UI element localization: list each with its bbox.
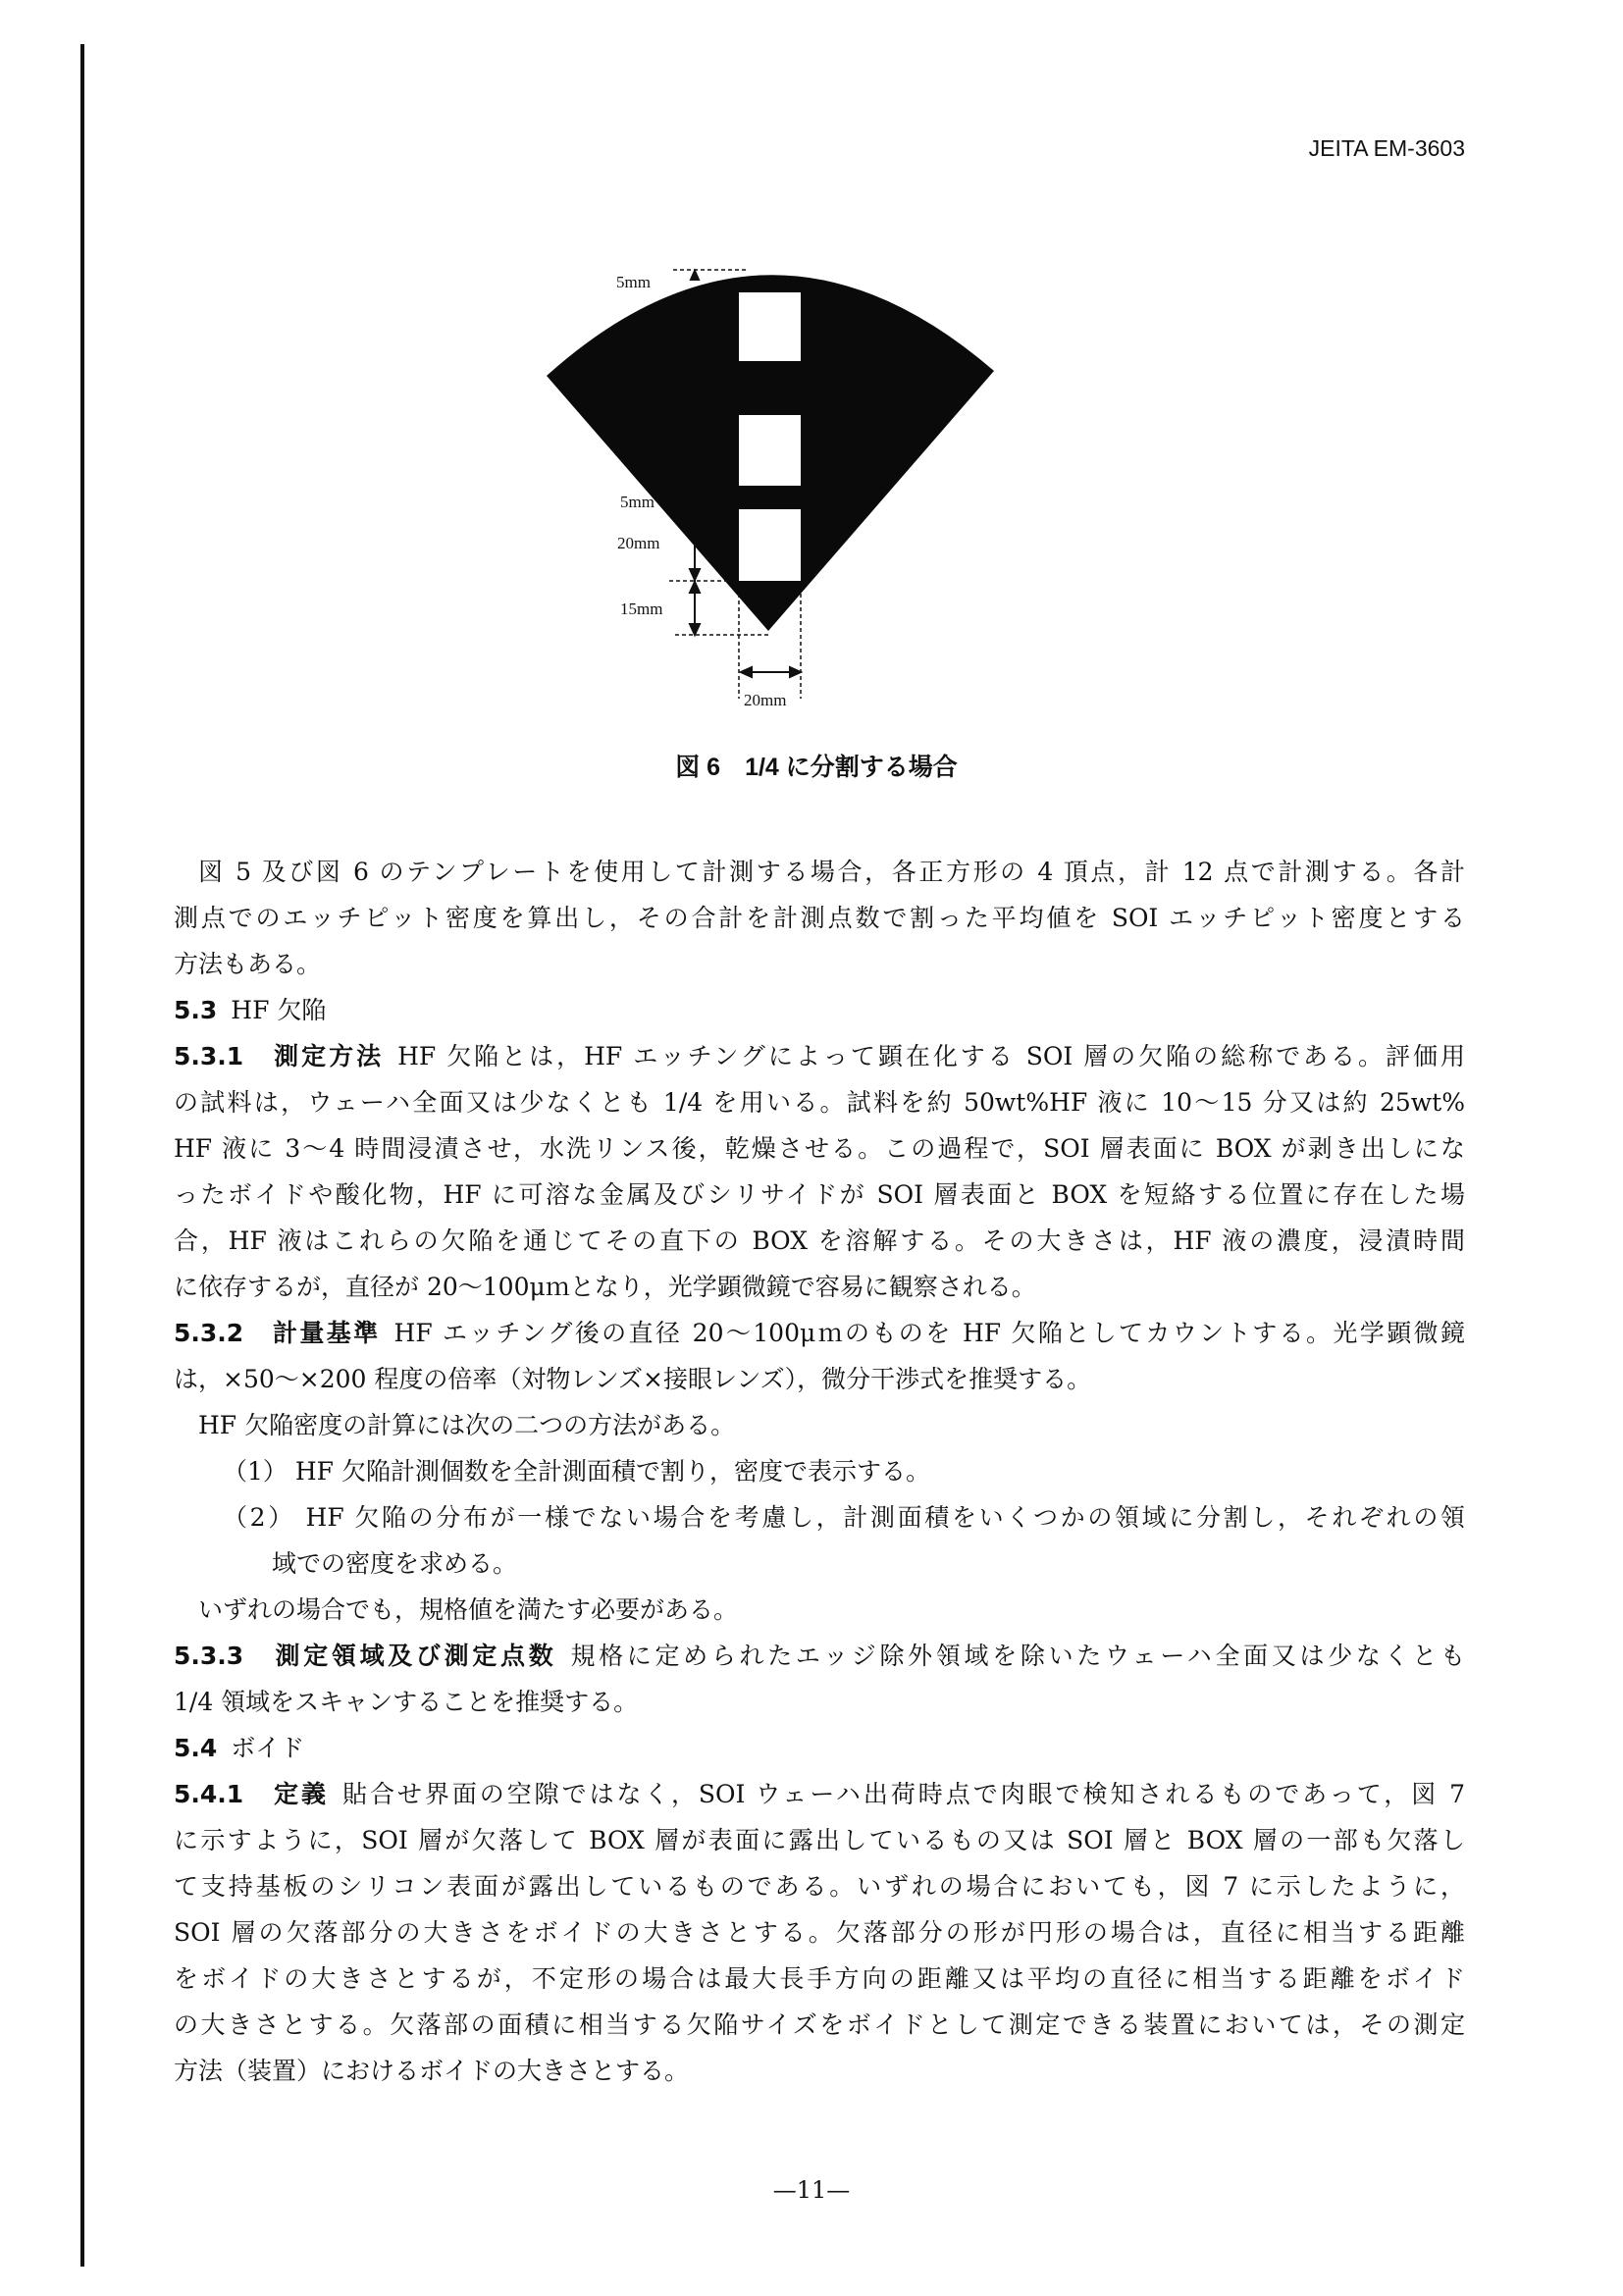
line-text: に依存するが，直径が 20～100μｍとなり，光学顕微鏡で容易に観察される。 [174,1273,1036,1301]
line-text: をボイドの大きさとするが，不定形の場合は最大長手方向の距離又は平均の直径に相当する距離をボイド [174,1964,1465,1993]
line-text: SOI 層の欠落部分の大きさをボイドの大きさとする。欠落部分の形が円形の場合は，直径に相当する距離 [174,1918,1465,1947]
line-text: て支持基板のシリコン表面が露出しているものである。いずれの場合においても，図 7 に示したように， [174,1872,1465,1901]
figure-6-quarter-wafer-template [530,255,1040,746]
text-line [174,1172,1465,1218]
label-top-5mm: 5mm [616,273,651,291]
text-line [174,1218,1465,1264]
line-text: の大きさとする。欠落部の面積に相当する欠陥サイズをボイドとして測定できる装置においては，その測定 [174,2010,1465,2039]
line-text: 規格に定められたエッジ除外領域を除いたウェーハ全面又は少なくとも [570,1642,1465,1670]
section-number: 5.4 [174,1734,218,1762]
line-text: HF 欠陥 [231,996,327,1024]
section-heading-line [174,1725,1465,1771]
line-text: HF エッチング後の直径 20～100μｍのものを HF 欠陥としてカウントする。光学顕微鏡 [393,1319,1465,1347]
text-line [174,1494,1465,1540]
line-text: 図 5 及び図 6 のテンプレートを使用して計測する場合，各正方形の 4 頂点，計 12 点で計測する。各計 [198,858,1465,886]
text-line [174,1863,1465,1909]
measurement-square-3 [739,509,801,581]
text-line [174,1125,1465,1172]
text-line [174,2002,1465,2048]
figure-caption: 図 6 1/4 に分割する場合 [675,754,958,781]
section-number: 5.3.1 測定方法 [174,1042,385,1070]
line-text: 測点でのエッチピット密度を算出し，その合計を計測点数で割った平均値を SOI エッチピット密度とする [174,904,1465,932]
section-heading-line [174,1771,1465,1817]
text-line [174,1540,1465,1587]
label-width-20mm: 20mm [744,691,787,709]
text-line [174,849,1465,895]
line-text: HF 液に 3～4 時間浸漬させ，水洗リンス後，乾燥させる。この過程で，SOI 層表面に BOX が剥き出しにな [174,1134,1465,1163]
section-heading-line [174,1633,1465,1679]
text-line [174,1817,1465,1863]
line-text: 1/4 領域をスキャンすることを推奨する。 [174,1688,639,1716]
text-line [174,1587,1465,1633]
text-line [174,2048,1465,2094]
line-text: 合，HF 液はこれらの欠陥を通じてその直下の BOX を溶解する。その大きさは，HF 液の濃度，浸漬時間 [174,1226,1465,1255]
line-text: HF 欠陥とは，HF エッチングによって顕在化する SOI 層の欠陥の総称である。評価用 [397,1042,1465,1070]
label-square-20mm: 20mm [617,534,660,552]
section-heading-line [174,1310,1465,1356]
line-text: 域での密度を求める。 [272,1549,518,1578]
line-text: の試料は，ウェーハ全面又は少なくとも 1/4 を用いる。試料を約 50wt%HF 液に 10～15 分又は約 25wt% [174,1088,1465,1117]
text-line [174,1909,1465,1956]
line-text: ったボイドや酸化物，HF に可溶な金属及びシリサイドが SOI 層表面と BOX を短絡する位置に存在した場 [174,1180,1465,1209]
text-line [174,1956,1465,2002]
text-line [174,1264,1465,1310]
text-line [174,1448,1465,1494]
section-number: 5.3 [174,996,218,1024]
page-number: —11— [772,2176,851,2204]
section-heading-line [174,987,1465,1033]
section-heading-line [174,1033,1465,1079]
section-number: 5.3.2 計量基準 [174,1319,381,1347]
text-line [174,1679,1465,1725]
text-line [174,1079,1465,1125]
line-text: は，×50～×200 程度の倍率（対物レンズ×接眼レンズ），微分干渉式を推奨する。 [174,1365,1092,1393]
line-text: 方法（装置）におけるボイドの大きさとする。 [174,2057,690,2085]
line-text: HF 欠陥密度の計算には次の二つの方法がある。 [198,1411,736,1439]
line-text: 方法もある。 [174,950,322,978]
text-line [174,1402,1465,1448]
text-line [174,941,1465,987]
document-id: JEITA EM-3603 [1308,135,1465,161]
body-text [174,849,1465,2094]
line-text: ボイド [231,1734,305,1762]
line-text: に示すように，SOI 層が欠落して BOX 層が表面に露出しているもの又は SOI 層と BOX 層の一部も欠落し [174,1826,1465,1854]
section-number: 5.4.1 定義 [174,1780,329,1808]
label-gap-5mm: 5mm [620,493,654,511]
text-line [174,895,1465,941]
section-number: 5.3.3 測定領域及び測定点数 [174,1642,557,1670]
measurement-square-2 [739,415,801,486]
line-text: いずれの場合でも，規格値を満たす必要がある。 [198,1595,739,1624]
line-text: 貼合せ界面の空隙ではなく，SOI ウェーハ出荷時点で肉眼で検知されるものであって，図 7 [342,1780,1465,1808]
label-tip-15mm: 15mm [620,600,663,618]
line-text: （2） HF 欠陥の分布が一様でない場合を考慮し，計測面積をいくつかの領域に分割し，それぞれの領 [223,1503,1465,1532]
binding-edge-line [80,44,84,2267]
measurement-square-1 [739,292,801,361]
line-text: （1） HF 欠陥計測個数を全計測面積で割り，密度で表示する。 [223,1457,930,1486]
text-line [174,1356,1465,1402]
